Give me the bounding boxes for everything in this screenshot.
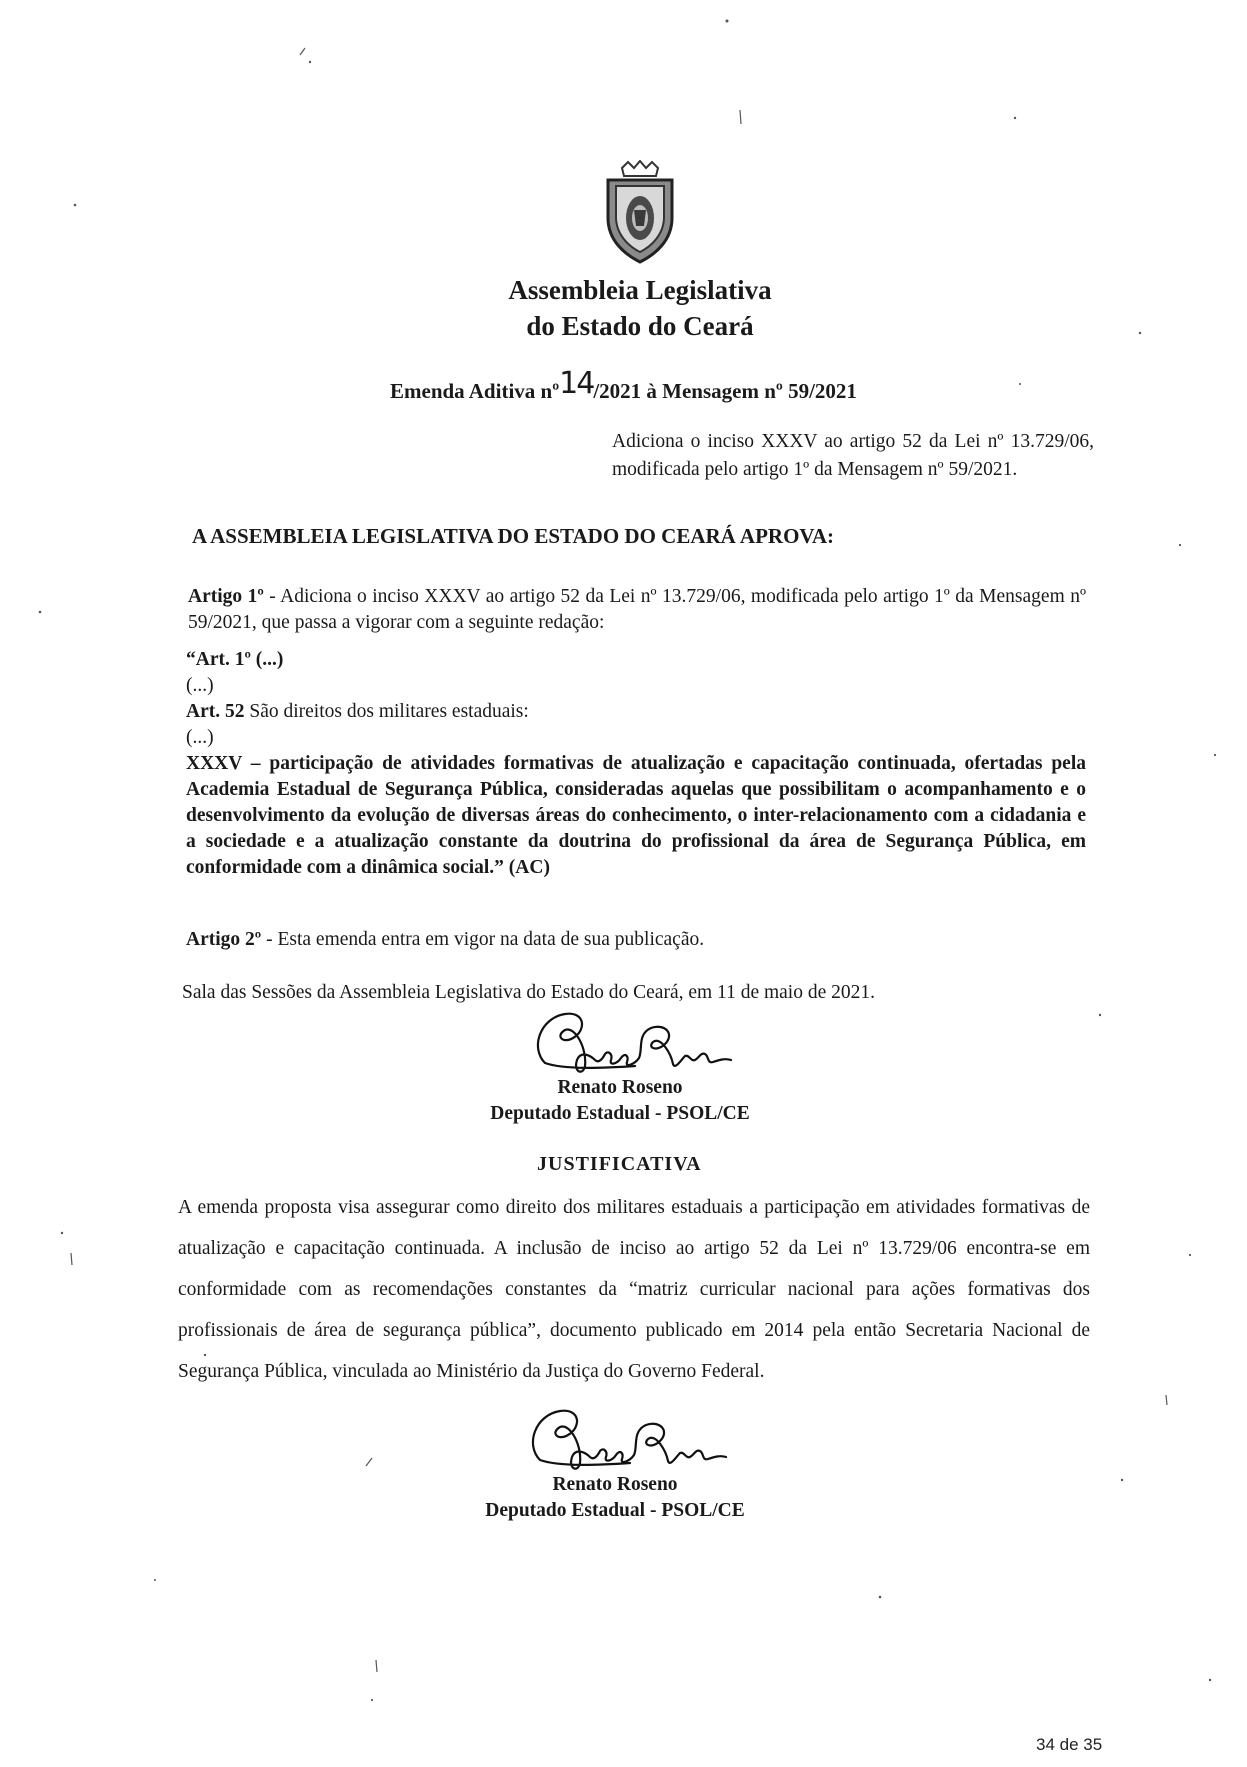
justification-text: A emenda proposta visa assegurar como direito dos militares estaduais a participação em atividades formativas de atualização e capacitação continuada. A inclusão de inciso ao artigo 52 da Lei nº 13.729/06 encontra-se em conformidade com as recomendações constantes da “matriz curricular nacional para ações formativas dos profissionais de área de segurança pública”, documento publicado em 2014 pela então Secretaria Nacional de Segurança Pública, vinculada ao Ministério da Justiça do Governo Federal. (178, 1197, 1090, 1382)
session-date-line: Sala das Sessões da Assembleia Legislativa do Estado do Ceará, em 11 de maio de 2021. (182, 982, 875, 1003)
state-coat-of-arms-icon (600, 160, 680, 265)
signer-role: Deputado Estadual - PSOL/CE (490, 1103, 750, 1124)
quote-line-1: “Art. 1º (...) (186, 649, 284, 670)
signer-name: Renato Roseno (552, 1474, 678, 1495)
article-2-label: Artigo 2º (186, 929, 262, 950)
article-2-text: - Esta emenda entra em vigor na data de sua publicação. (261, 929, 705, 950)
article-52-label: Art. 52 (186, 701, 245, 722)
amendment-summary: Adiciona o inciso XXXV ao artigo 52 da Lei nº 13.729/06, modificada pelo artigo 1º da Mensagem nº 59/2021. (612, 431, 1094, 480)
article-52-line (186, 699, 529, 725)
article-1 (188, 584, 1086, 636)
quote-line-4: (...) (186, 727, 214, 748)
institution-line-2: do Estado do Ceará (526, 311, 754, 341)
signer-name: Renato Roseno (557, 1077, 683, 1098)
inciso-xxxv: XXXV – participação de atividades formativas de atualização e capacitação continuada, ofertadas pela Academia Estadual de Segurança Pública, consideradas aquelas que possibilitam o acompanhamento e o desenvolvimento da evolução de diversas áreas do conhecimento, o inter-relacionamento com a cidadania e a sociedade e a atualização constante da doutrina do profissional da área de Segurança Pública, em conformidade com a dinâmica social.” (AC) (186, 753, 1086, 878)
institution-line-1: Assembleia Legislativa (508, 275, 772, 305)
article-52-text: São direitos dos militares estaduais: (244, 701, 529, 722)
justification-title: JUSTIFICATIVA (537, 1153, 702, 1175)
amendment-title (390, 366, 857, 406)
article-1-text: - Adiciona o inciso XXXV ao artigo 52 da Lei nº 13.729/06, modificada pelo artigo 1º da Mensagem nº 59/2021, que passa a vigorar com a seguinte redação: (188, 586, 1086, 633)
signature-block-1 (470, 1075, 770, 1127)
quote-line-2: (...) (186, 675, 214, 696)
page-number: 34 de 35 (1036, 1735, 1103, 1754)
handwritten-amendment-number: 14 (559, 366, 594, 401)
article-1-label: Artigo 1º (188, 586, 264, 607)
article-2 (186, 927, 704, 953)
amendment-title-suffix: /2021 à Mensagem nº 59/2021 (593, 379, 857, 403)
signer-role: Deputado Estadual - PSOL/CE (485, 1500, 745, 1521)
amendment-title-prefix: Emenda Aditiva nº (390, 379, 560, 403)
institution-name (400, 272, 880, 344)
approval-heading: A ASSEMBLEIA LEGISLATIVA DO ESTADO DO CEARÁ APROVA: (192, 524, 835, 548)
signature-block-2 (465, 1472, 765, 1524)
